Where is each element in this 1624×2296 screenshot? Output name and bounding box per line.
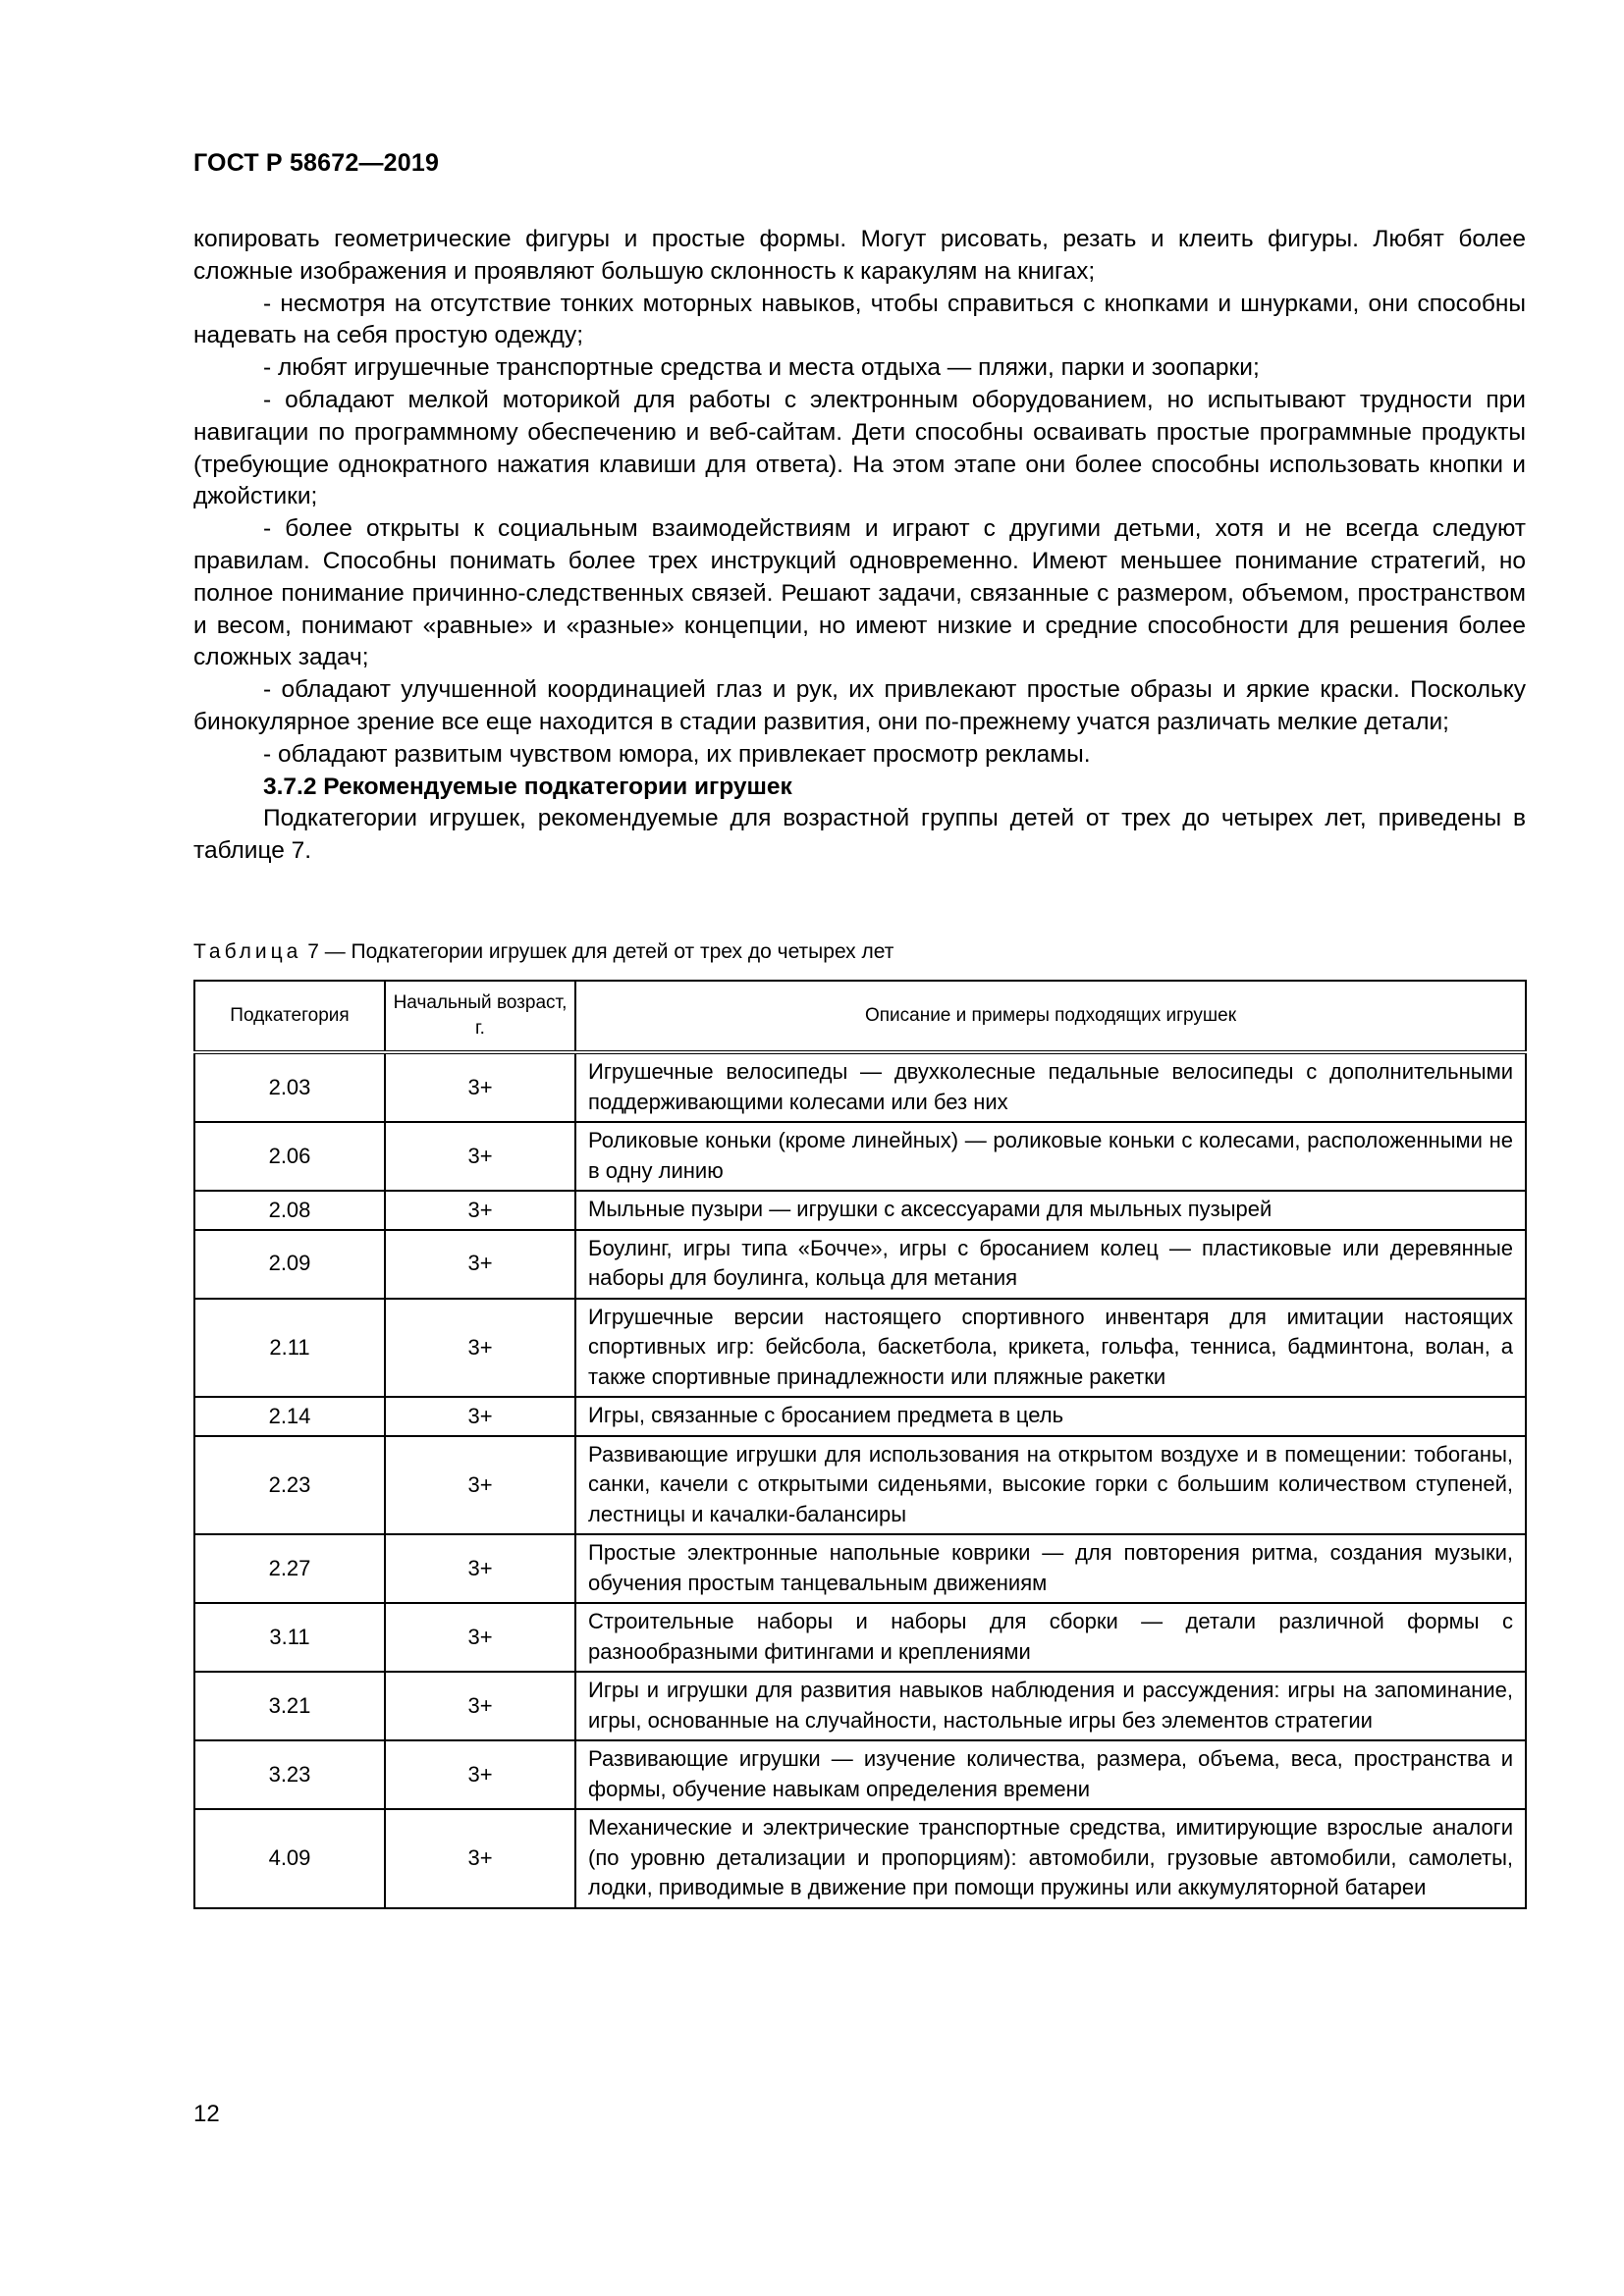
bullet-item: - несмотря на отсутствие тонких моторных навыков, чтобы справиться с кнопками и шнурками, они способны надевать на себя простую одежду; bbox=[193, 290, 1526, 349]
start-age-cell: 3+ bbox=[385, 1740, 575, 1809]
subcategory-cell: 2.11 bbox=[194, 1299, 385, 1398]
subcategory-cell: 2.23 bbox=[194, 1436, 385, 1535]
description-cell: Развивающие игрушки — изучение количества, размера, объема, веса, пространства и формы, обучение навыкам определения времени bbox=[575, 1740, 1526, 1809]
table-caption bbox=[193, 939, 893, 965]
page-number: 12 bbox=[193, 2101, 220, 2127]
subcategory-cell: 2.27 bbox=[194, 1534, 385, 1603]
description-cell: Игрушечные версии настоящего спортивного инвентаря для имитации настоящих спортивных игр: бейсбола, баскетбола, крикета, гольфа, тенниса, бадминтона, волан, а также спортивные принадлежности или пляжные ракетки bbox=[575, 1299, 1526, 1398]
start-age-cell: 3+ bbox=[385, 1534, 575, 1603]
table-row bbox=[194, 1230, 1526, 1299]
subcategory-cell: 2.06 bbox=[194, 1122, 385, 1191]
description-cell: Развивающие игрушки для использования на открытом воздухе и в помещении: тобоганы, санки, качели с открытыми сиденьями, высокие горки с большим количеством ступеней, лестницы и качалки-балансиры bbox=[575, 1436, 1526, 1535]
description-cell: Игрушечные велосипеды — двухколесные педальные велосипеды с дополнительными поддерживающими колесами или без них bbox=[575, 1052, 1526, 1122]
bullet-item: - обладают мелкой моторикой для работы с электронным оборудованием, но испытывают трудности при навигации по программному обеспечению и веб-сайтам. Дети способны осваивать простые программные продукты (требующие однократного нажатия клавиши для ответа). На этом этапе они более способны использовать кнопки и джойстики; bbox=[193, 386, 1526, 510]
start-age-cell: 3+ bbox=[385, 1191, 575, 1230]
subcategory-cell: 2.09 bbox=[194, 1230, 385, 1299]
paragraph: копировать геометрические фигуры и простые формы. Могут рисовать, резать и клеить фигуры. Любят более сложные изображения и проявляют большую склонность к каракулям на книгах; bbox=[193, 226, 1526, 285]
table-row bbox=[194, 1603, 1526, 1672]
toy-subcategory-table bbox=[193, 980, 1527, 1909]
start-age-cell: 3+ bbox=[385, 1230, 575, 1299]
description-cell: Игры, связанные с бросанием предмета в цель bbox=[575, 1397, 1526, 1436]
description-cell: Игры и игрушки для развития навыков наблюдения и рассуждения: игры на запоминание, игры, основанные на случайности, настольные игры без элементов стратегии bbox=[575, 1672, 1526, 1740]
table-row bbox=[194, 1191, 1526, 1230]
start-age-cell: 3+ bbox=[385, 1122, 575, 1191]
standard-header: ГОСТ Р 58672—2019 bbox=[193, 149, 440, 177]
start-age-cell: 3+ bbox=[385, 1436, 575, 1535]
bullet-item: - обладают улучшенной координацией глаз и рук, их привлекают простые образы и яркие краски. Поскольку бинокулярное зрение все еще находится в стадии развития, они по-прежнему учатся различать мелкие детали; bbox=[193, 676, 1526, 735]
table-header-row bbox=[194, 981, 1526, 1052]
subcategory-cell: 4.09 bbox=[194, 1809, 385, 1908]
subcategory-cell: 3.11 bbox=[194, 1603, 385, 1672]
table-row bbox=[194, 1534, 1526, 1603]
table-caption-label: Таблица bbox=[193, 940, 302, 963]
description-cell: Мыльные пузыри — игрушки с аксессуарами для мыльных пузырей bbox=[575, 1191, 1526, 1230]
bullet-item: - любят игрушечные транспортные средства и места отдыха — пляжи, парки и зоопарки; bbox=[263, 354, 1260, 382]
table-row bbox=[194, 1397, 1526, 1436]
description-cell: Простые электронные напольные коврики — для повторения ритма, создания музыки, обучения простым танцевальным движениям bbox=[575, 1534, 1526, 1603]
description-cell: Строительные наборы и наборы для сборки — детали различной формы с разнообразными фитингами и креплениями bbox=[575, 1603, 1526, 1672]
header-subcategory: Подкатегория bbox=[194, 981, 385, 1052]
description-cell: Роликовые коньки (кроме линейных) — роликовые коньки с колесами, расположенными не в одну линию bbox=[575, 1122, 1526, 1191]
table-row bbox=[194, 1052, 1526, 1122]
table-row bbox=[194, 1672, 1526, 1740]
body-text bbox=[193, 224, 1526, 868]
subcategory-cell: 3.23 bbox=[194, 1740, 385, 1809]
table-row bbox=[194, 1809, 1526, 1908]
table-row bbox=[194, 1122, 1526, 1191]
start-age-cell: 3+ bbox=[385, 1809, 575, 1908]
bullet-item: - обладают развитым чувством юмора, их привлекает просмотр рекламы. bbox=[263, 740, 1091, 768]
start-age-cell: 3+ bbox=[385, 1603, 575, 1672]
subcategory-cell: 3.21 bbox=[194, 1672, 385, 1740]
table-row bbox=[194, 1740, 1526, 1809]
start-age-cell: 3+ bbox=[385, 1397, 575, 1436]
subcategory-cell: 2.03 bbox=[194, 1052, 385, 1122]
table-row bbox=[194, 1436, 1526, 1535]
description-cell: Боулинг, игры типа «Бочче», игры с бросанием колец — пластиковые или деревянные наборы для боулинга, кольца для метания bbox=[575, 1230, 1526, 1299]
description-cell: Механические и электрические транспортные средства, имитирующие взрослые аналоги (по уровню детализации и пропорциям): автомобили, грузовые автомобили, самолеты, лодки, приводимые в движение при помощи пружины или аккумуляторной батареи bbox=[575, 1809, 1526, 1908]
header-description: Описание и примеры подходящих игрушек bbox=[575, 981, 1526, 1052]
section-paragraph: Подкатегории игрушек, рекомендуемые для возрастной группы детей от трех до четырех лет, приведены в таблице 7. bbox=[193, 805, 1526, 865]
bullet-item: - более открыты к социальным взаимодействиям и играют с другими детьми, хотя и не всегда следуют правилам. Способны понимать более трех инструкций одновременно. Имеют меньшее понимание стратегий, но полное понимание причинно-следственных связей. Решают задачи, связанные с размером, объемом, пространством и весом, понимают «равные» и «разные» концепции, но имеют низкие и средние способности для решения более сложных задач; bbox=[193, 515, 1526, 671]
header-start-age: Начальный возраст, г. bbox=[385, 981, 575, 1052]
subcategory-cell: 2.08 bbox=[194, 1191, 385, 1230]
table-row bbox=[194, 1299, 1526, 1398]
start-age-cell: 3+ bbox=[385, 1672, 575, 1740]
table-caption-text: 7 — Подкатегории игрушек для детей от трех до четырех лет bbox=[307, 940, 894, 963]
start-age-cell: 3+ bbox=[385, 1299, 575, 1398]
start-age-cell: 3+ bbox=[385, 1052, 575, 1122]
subcategory-cell: 2.14 bbox=[194, 1397, 385, 1436]
section-heading: 3.7.2 Рекомендуемые подкатегории игрушек bbox=[263, 773, 792, 800]
